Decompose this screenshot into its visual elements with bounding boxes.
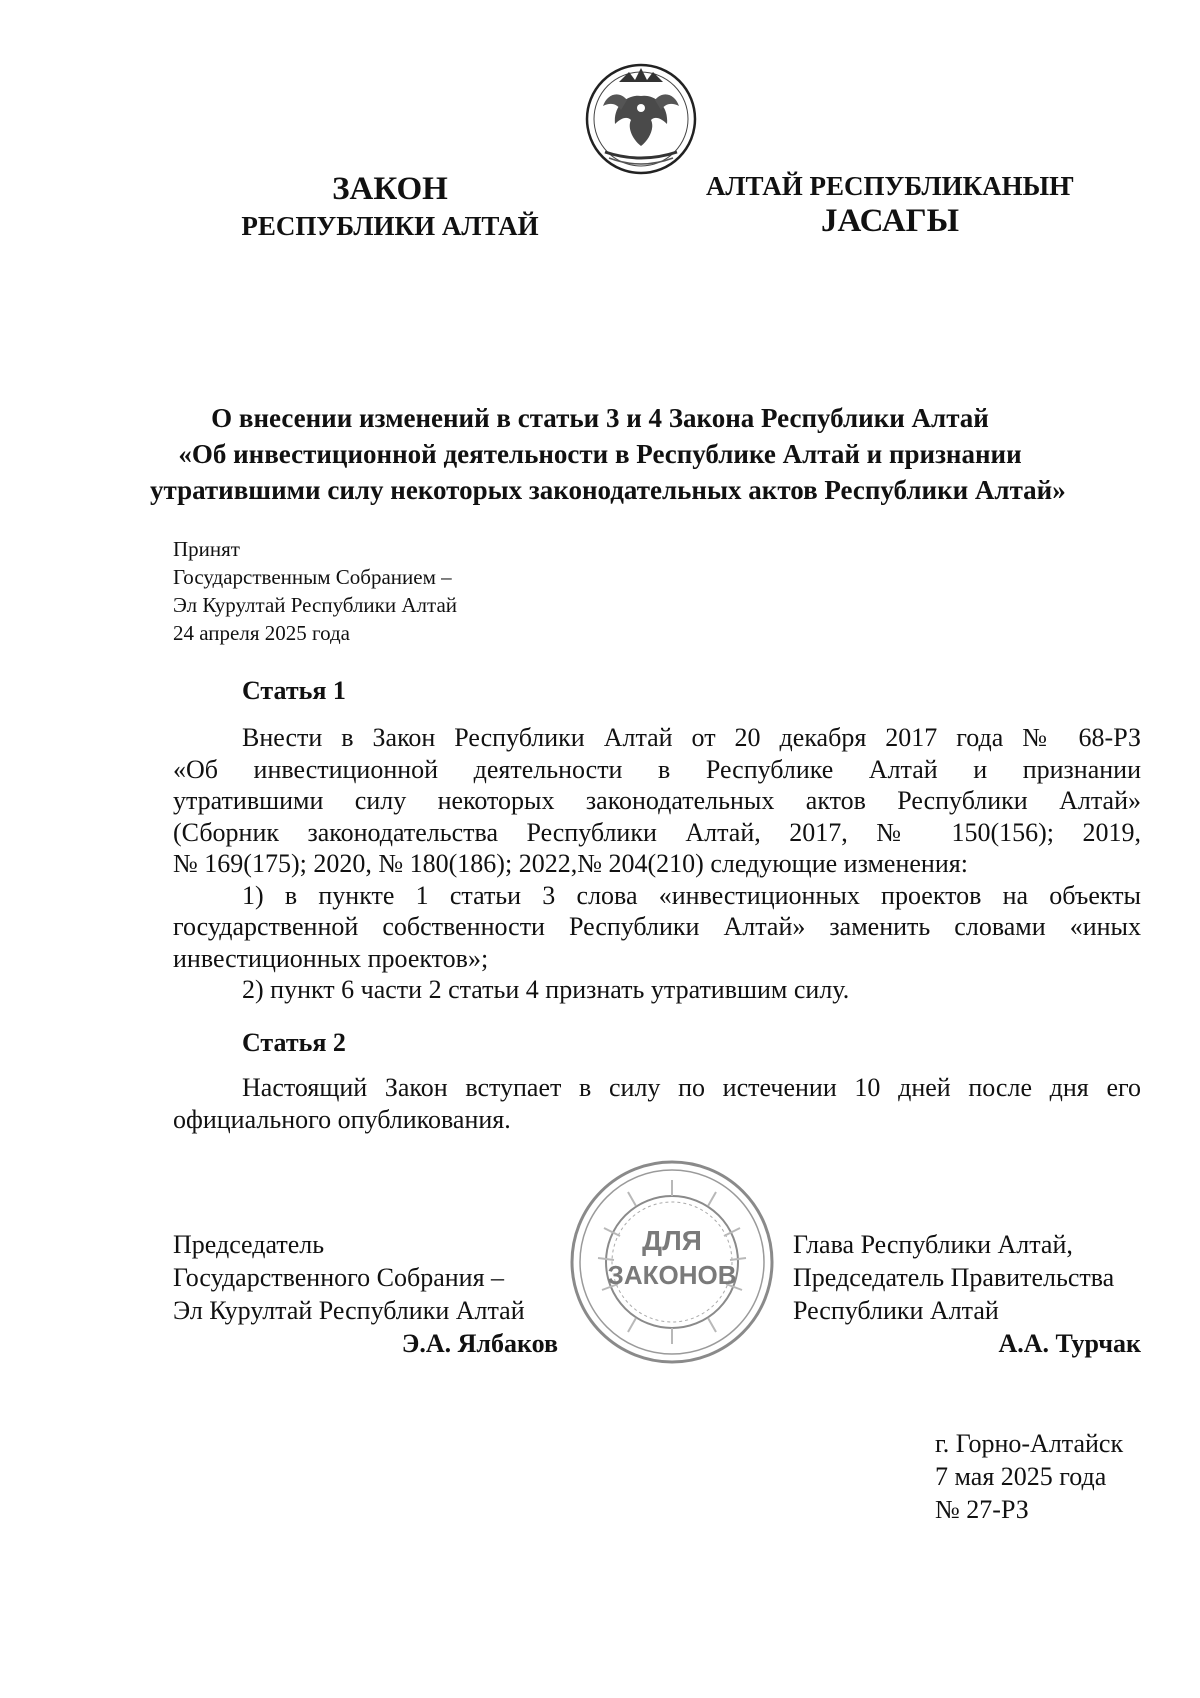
signatory-name: Э.А. Ялбаков: [401, 1329, 558, 1358]
title-line: «Об инвестиционной деятельности в Республике Алтай и признании: [178, 439, 1022, 469]
signing-date: 7 мая 2025 года: [935, 1462, 1107, 1491]
city: г. Горно-Алтайск: [935, 1429, 1124, 1458]
article-1-heading: Статья 1: [242, 676, 346, 705]
adoption-line: Принят: [173, 537, 240, 561]
signatory-name: А.А. Турчак: [998, 1329, 1141, 1358]
header-law-title-alt: JАСАГЫ: [820, 203, 960, 240]
title-line: утратившими силу некоторых законодательных актов Республики Алтай»: [150, 475, 1066, 505]
text-line: 1) в пункте 1 статьи 3 слова «инвестиционных проектов на объекты: [242, 880, 1141, 910]
text-line: «Об инвестиционной деятельности в Республике Алтай и признании: [173, 754, 1141, 784]
signatory-title-line: Государственного Собрания –: [173, 1263, 505, 1292]
signatory-title-line: Председатель: [173, 1230, 325, 1259]
signatory-title-line: Республики Алтай: [793, 1296, 999, 1325]
text-line: (Сборник законодательства Республики Алтай, 2017, № 150(156); 2019,: [173, 817, 1141, 847]
text-line: официального опубликования.: [173, 1104, 511, 1134]
adoption-line: Государственным Собранием –: [173, 565, 452, 589]
text-line: № 169(175); 2020, № 180(186); 2022,№ 204(210) следующие изменения:: [173, 849, 968, 878]
place-date-number: [935, 1427, 1123, 1526]
signature-left: [173, 1228, 558, 1360]
stamp-text-line: ДЛЯ: [642, 1225, 702, 1256]
header-left: [220, 170, 560, 242]
text-line: 2) пункт 6 части 2 статьи 4 признать утратившим силу.: [242, 975, 850, 1004]
signatory-title-line: Председатель Правительства: [793, 1263, 1115, 1292]
article-2-heading: Статья 2: [242, 1028, 346, 1057]
document-title: [150, 400, 1066, 508]
coat-of-arms-emblem: [585, 60, 697, 178]
text-line: Внести в Закон Республики Алтай от 20 декабря 2017 года № 68-РЗ: [242, 723, 1141, 752]
text-line: Настоящий Закон вступает в силу по истечении 10 дней после дня его: [242, 1073, 1141, 1102]
stamp-text-line: ЗАКОНОВ: [607, 1260, 737, 1290]
text-line: государственной собственности Республики Алтай» заменить словами «иных: [173, 912, 1141, 941]
text-line: инвестиционных проектов»;: [173, 943, 489, 973]
law-number: № 27-РЗ: [935, 1495, 1029, 1524]
official-seal-stamp: [568, 1158, 776, 1366]
title-line: О внесении изменений в статьи 3 и 4 Закона Республики Алтай: [211, 403, 989, 433]
signature-right: [793, 1228, 1141, 1360]
signatory-title-line: Глава Республики Алтай,: [793, 1230, 1073, 1259]
header-republic-alt: АЛТАЙ РЕСПУБЛИКАНЫҤ: [705, 171, 1075, 201]
header-right: [700, 170, 1080, 242]
header-law-title-ru: ЗАКОН: [332, 171, 448, 207]
text-line: утратившими силу некоторых законодательных актов Республики Алтай»: [173, 786, 1141, 815]
article-1-body: [173, 722, 1141, 1006]
header-republic-ru: РЕСПУБЛИКИ АЛТАЙ: [241, 210, 539, 241]
adoption-date: 24 апреля 2025 года: [173, 621, 350, 645]
adoption-line: Эл Курултай Республики Алтай: [173, 593, 458, 617]
adoption-info: [173, 535, 457, 647]
signatory-title-line: Эл Курултай Республики Алтай: [173, 1296, 525, 1325]
article-2-body: [173, 1072, 1141, 1135]
